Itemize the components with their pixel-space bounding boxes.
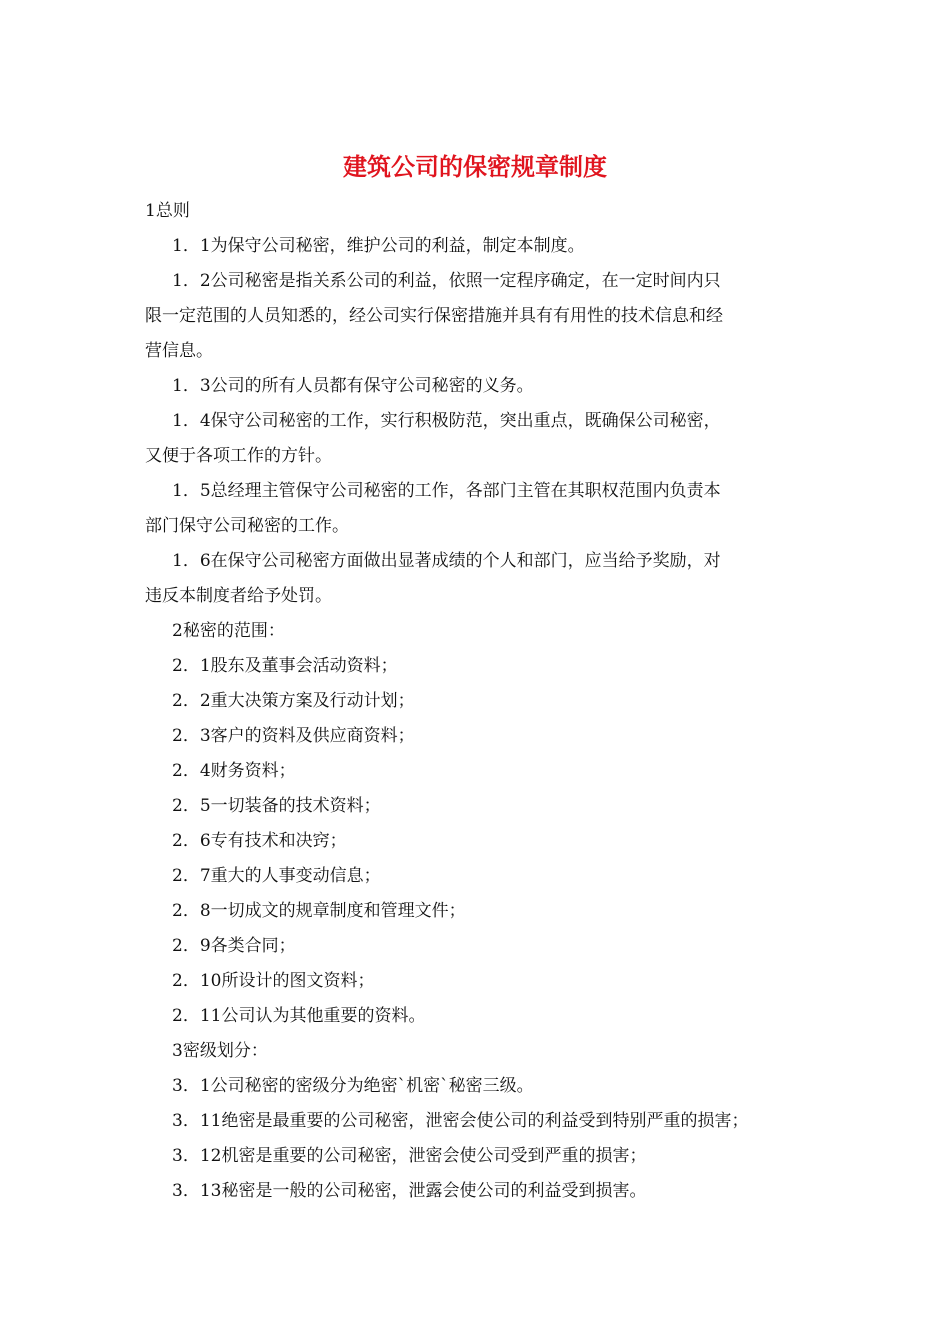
paragraph-line: 3．13秘密是一般的公司秘密，泄露会使公司的利益受到损害。 (172, 1181, 647, 1201)
paragraph-line: 1．1为保守公司秘密，维护公司的利益，制定本制度。 (172, 236, 585, 256)
paragraph-line: 营信息。 (145, 341, 213, 361)
paragraph-line: 1．3公司的所有人员都有保守公司秘密的义务。 (172, 376, 534, 396)
paragraph-line: 2．1股东及董事会活动资料； (172, 656, 398, 676)
paragraph-line: 3．11绝密是最重要的公司秘密，泄密会使公司的利益受到特别严重的损害； (172, 1111, 749, 1131)
paragraph-line: 2．10所设计的图文资料； (172, 971, 375, 991)
paragraph-line: 2．8一切成文的规章制度和管理文件； (172, 901, 466, 921)
paragraph-line: 违反本制度者给予处罚。 (145, 586, 332, 606)
paragraph-line: 2．4财务资料； (172, 761, 296, 781)
paragraph-line: 限一定范围的人员知悉的，经公司实行保密措施并具有有用性的技术信息和经 (145, 306, 723, 326)
paragraph-line: 1．6在保守公司秘密方面做出显著成绩的个人和部门，应当给予奖励，对 (172, 551, 721, 571)
paragraph-line: 2．11公司认为其他重要的资料。 (172, 1006, 426, 1026)
paragraph-line: 2．5一切装备的技术资料； (172, 796, 381, 816)
paragraph-line: 3．1公司秘密的密级分为绝密`机密`秘密三级。 (172, 1076, 534, 1096)
paragraph-line: 1总则 (145, 201, 190, 221)
paragraph-line: 2．2重大决策方案及行动计划； (172, 691, 415, 711)
paragraph-line: 部门保守公司秘密的工作。 (145, 516, 349, 536)
paragraph-line: 2．6专有技术和决窍； (172, 831, 347, 851)
paragraph-line: 3．12机密是重要的公司秘密，泄密会使公司受到严重的损害； (172, 1146, 647, 1166)
paragraph-line: 1．2公司秘密是指关系公司的利益，依照一定程序确定，在一定时间内只 (172, 271, 721, 291)
paragraph-line: 3密级划分： (172, 1041, 268, 1061)
paragraph-line: 1．5总经理主管保守公司秘密的工作，各部门主管在其职权范围内负责本 (172, 481, 721, 501)
paragraph-line: 2．7重大的人事变动信息； (172, 866, 381, 886)
paragraph-line: 1．4保守公司秘密的工作，实行积极防范，突出重点，既确保公司秘密， (172, 411, 721, 431)
paragraph-line: 2秘密的范围： (172, 621, 285, 641)
document-title: 建筑公司的保密规章制度 (343, 153, 607, 181)
paragraph-line: 又便于各项工作的方针。 (145, 446, 332, 466)
paragraph-line: 2．9各类合同； (172, 936, 296, 956)
paragraph-line: 2．3客户的资料及供应商资料； (172, 726, 415, 746)
document-body (145, 194, 815, 1209)
